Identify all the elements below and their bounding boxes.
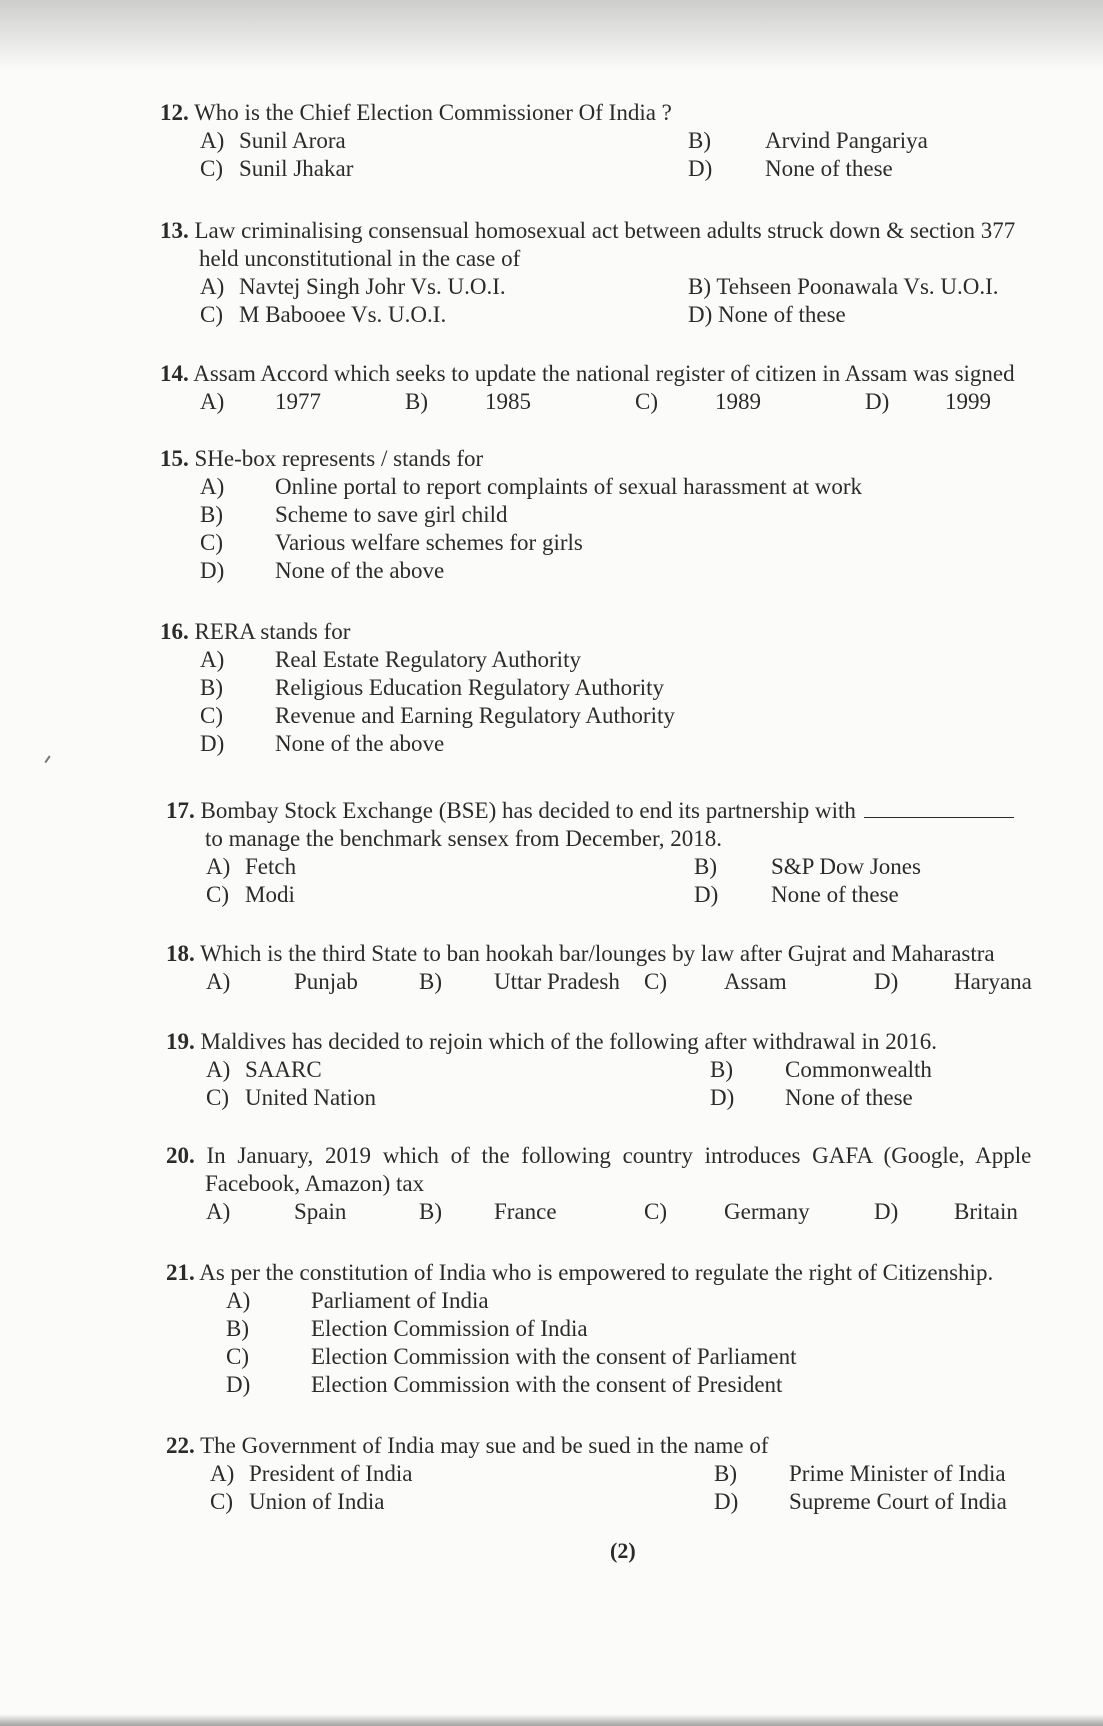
options <box>206 853 1103 909</box>
question-text-continued: to manage the benchmark sensex from December, 2018. <box>205 826 723 851</box>
option-c: Assam <box>724 969 787 994</box>
option-label-b: B) <box>226 1316 249 1341</box>
option-a: SAARC <box>245 1057 322 1082</box>
option-b: Election Commission of India <box>311 1316 588 1341</box>
question-22 <box>166 1432 1103 1516</box>
option-d: None of the above <box>275 558 445 583</box>
option-label-a: A) <box>206 854 231 879</box>
option-label-d: D) <box>688 156 713 181</box>
question-20 <box>166 1142 1103 1226</box>
option-d: None of the above <box>275 731 445 756</box>
option-label-c: C) <box>200 302 223 327</box>
option-label-c: C) <box>200 530 223 555</box>
option-label-a: A) <box>200 647 225 672</box>
option-label-d: D) <box>865 389 890 414</box>
options <box>206 968 1103 996</box>
option-label-d: D) <box>200 731 225 756</box>
option-c: Modi <box>245 882 295 907</box>
option-label-c: C) <box>206 1085 229 1110</box>
option-label-b: B) <box>694 854 717 879</box>
option-b: Commonwealth <box>785 1057 932 1082</box>
option-b: Prime Minister of India <box>789 1461 1006 1486</box>
options <box>210 1460 1103 1516</box>
option-label-a: A) <box>206 1199 231 1224</box>
option-c: Sunil Jhakar <box>239 156 354 181</box>
question-15 <box>160 445 1103 585</box>
option-label-c: C) <box>644 1199 667 1224</box>
question-19 <box>166 1028 1103 1112</box>
question-number: 12. <box>160 100 189 125</box>
option-b: 1985 <box>485 389 531 414</box>
question-13 <box>160 217 1103 329</box>
question-number: 15. <box>160 446 189 471</box>
question-number: 20. <box>166 1143 195 1168</box>
question-text: As per the constitution of India who is empowered to regulate the right of Citizenship. <box>199 1260 994 1285</box>
option-label-c: C) <box>206 882 229 907</box>
question-number: 13. <box>160 218 189 243</box>
option-a: President of India <box>249 1461 413 1486</box>
option-label-d: D) <box>714 1489 739 1514</box>
option-b: Scheme to save girl child <box>275 502 508 527</box>
option-d <box>688 301 1103 329</box>
scan-shadow-bottom <box>0 1714 1103 1726</box>
scan-shadow-top <box>0 0 1103 70</box>
option-label-d: D) <box>688 302 713 327</box>
question-number: 21. <box>166 1260 195 1285</box>
question-text: In January, 2019 which of the following country introduces GAFA (Google, Apple <box>206 1143 1032 1168</box>
question-number: 19. <box>166 1029 195 1054</box>
question-number: 14. <box>160 361 189 386</box>
question-number: 18. <box>166 941 195 966</box>
question-text-continued: Facebook, Amazon) tax <box>205 1171 425 1196</box>
question-17 <box>166 795 1103 909</box>
option-label-a: A) <box>226 1288 251 1313</box>
question-16 <box>160 618 1103 758</box>
question-text: Bombay Stock Exchange (BSE) has decided to end its partnership with <box>200 798 856 823</box>
option-a: 1977 <box>275 389 321 414</box>
question-number: 22. <box>166 1433 195 1458</box>
options <box>200 273 1103 329</box>
option-label-a: A) <box>200 389 225 414</box>
option-c: Germany <box>724 1199 810 1224</box>
option-label-a: A) <box>206 969 231 994</box>
option-a: Parliament of India <box>311 1288 489 1313</box>
option-label-d: D) <box>874 1199 899 1224</box>
option-label-c: C) <box>644 969 667 994</box>
option-label-b: B) <box>688 128 711 153</box>
question-number: 17. <box>166 798 195 823</box>
option-label-b: B) <box>200 675 223 700</box>
option-d-text: None of these <box>718 302 846 327</box>
option-label-d: D) <box>710 1085 735 1110</box>
option-label-b: B) <box>419 1199 442 1224</box>
option-label-b: B) <box>688 274 711 299</box>
option-label-a: A) <box>210 1461 235 1486</box>
option-d: 1999 <box>945 389 991 414</box>
option-c: Various welfare schemes for girls <box>275 530 583 555</box>
option-label-b: B) <box>710 1057 733 1082</box>
stray-pen-mark <box>44 755 55 766</box>
option-label-c: C) <box>200 703 223 728</box>
question-number: 16. <box>160 619 189 644</box>
option-a: Navtej Singh Johr Vs. U.O.I. <box>239 274 506 299</box>
option-label-a: A) <box>200 474 225 499</box>
option-c: 1989 <box>715 389 761 414</box>
option-b: France <box>494 1199 557 1224</box>
option-c: Union of India <box>249 1489 385 1514</box>
option-label-b: B) <box>405 389 428 414</box>
option-d: None of these <box>785 1085 913 1110</box>
option-a: Sunil Arora <box>239 128 346 153</box>
option-c: Revenue and Earning Regulatory Authority <box>275 703 675 728</box>
options <box>206 1198 1103 1226</box>
options <box>200 646 1103 758</box>
question-text: Assam Accord which seeks to update the national register of citizen in Assam was signed <box>193 361 1015 386</box>
option-d: None of these <box>765 156 893 181</box>
question-text: RERA stands for <box>194 619 351 644</box>
option-label-d: D) <box>694 882 719 907</box>
option-label-c: C) <box>200 156 223 181</box>
option-label-a: A) <box>200 274 225 299</box>
question-text: Law criminalising consensual homosexual act between adults struck down & section 377 <box>194 218 1016 243</box>
option-label-a: A) <box>200 128 225 153</box>
option-c: M Babooee Vs. U.O.I. <box>239 302 447 327</box>
option-c: Election Commission with the consent of Parliament <box>311 1344 797 1369</box>
option-label-b: B) <box>200 502 223 527</box>
option-label-d: D) <box>226 1372 251 1397</box>
question-14 <box>160 360 1103 416</box>
option-label-a: A) <box>206 1057 231 1082</box>
option-label-d: D) <box>874 969 899 994</box>
question-text-continued: held unconstitutional in the case of <box>199 246 521 271</box>
question-12 <box>160 99 1103 183</box>
option-a: Real Estate Regulatory Authority <box>275 647 581 672</box>
option-a: Fetch <box>245 854 297 879</box>
question-text: Who is the Chief Election Commissioner Of India ? <box>194 100 672 125</box>
option-label-b: B) <box>419 969 442 994</box>
options <box>226 1287 1103 1399</box>
option-label-d: D) <box>200 558 225 583</box>
option-b: Religious Education Regulatory Authority <box>275 675 665 700</box>
option-c: United Nation <box>245 1085 376 1110</box>
option-b: S&P Dow Jones <box>771 854 921 879</box>
option-b: Uttar Pradesh <box>494 969 620 994</box>
answer-blank <box>864 795 1014 818</box>
options <box>206 1056 1103 1112</box>
options <box>200 388 1103 416</box>
question-text: SHe-box represents / stands for <box>194 446 484 471</box>
option-label-c: C) <box>226 1344 249 1369</box>
option-label-b: B) <box>714 1461 737 1486</box>
option-d: Supreme Court of India <box>789 1489 1007 1514</box>
page-number: (2) <box>610 1538 636 1563</box>
option-d: Haryana <box>954 969 1032 994</box>
option-b: Arvind Pangariya <box>765 128 928 153</box>
option-b <box>688 273 1103 301</box>
question-text: The Government of India may sue and be sued in the name of <box>200 1433 769 1458</box>
option-d: Election Commission with the consent of President <box>311 1372 783 1397</box>
question-text: Which is the third State to ban hookah bar/lounges by law after Gujrat and Maharastra <box>200 941 995 966</box>
question-21 <box>166 1259 1103 1399</box>
option-label-a-text: Punjab <box>294 969 358 994</box>
option-b-text: Tehseen Poonawala Vs. U.O.I. <box>716 274 999 299</box>
option-a: Online portal to report complaints of sexual harassment at work <box>275 474 862 499</box>
option-d: None of these <box>771 882 899 907</box>
option-label-c: C) <box>210 1489 233 1514</box>
question-text: Maldives has decided to rejoin which of the following after withdrawal in 2016. <box>200 1029 937 1054</box>
question-18 <box>166 940 1103 996</box>
option-label-c: C) <box>635 389 658 414</box>
options <box>200 127 1103 183</box>
option-a: Spain <box>294 1199 347 1224</box>
option-d: Britain <box>954 1199 1018 1224</box>
options <box>200 473 1103 585</box>
